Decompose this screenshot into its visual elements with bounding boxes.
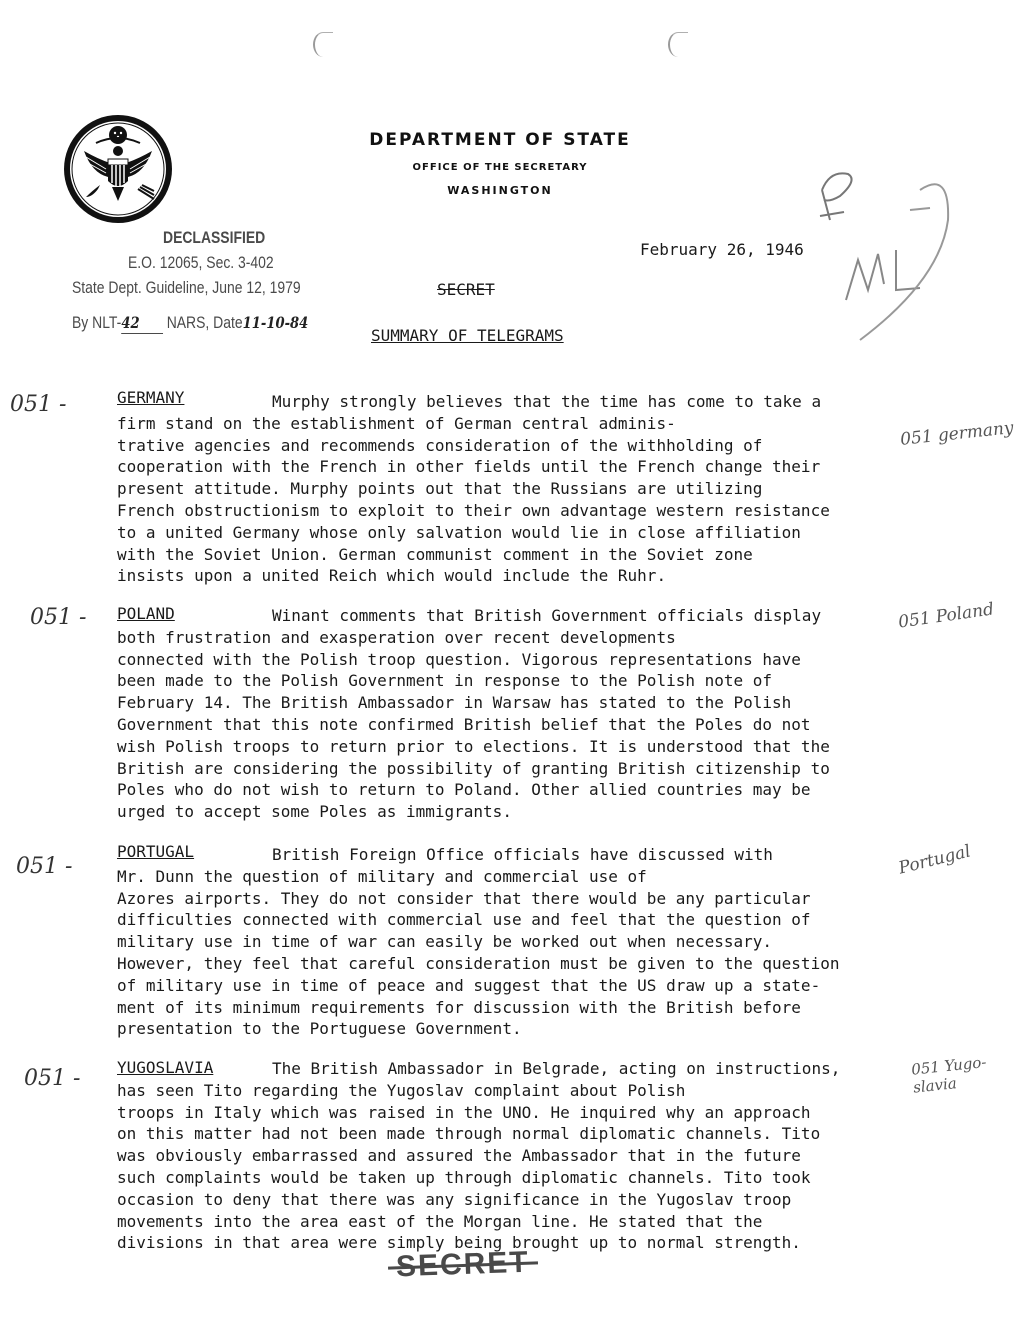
nars-prefix: NARS, Date bbox=[166, 313, 243, 332]
declassified-status: DECLASSIFIED bbox=[163, 228, 266, 247]
section-body-yugoslavia: The British Ambassador in Belgrade, acting on instructions, has seen Tito regarding the Yugoslav complaint about Polish troops in Italy which was raised in the UNO. He inquired why an approach on this matter had not been made through normal diplomatic channels. Tito was obviously embarrassed and assured the Ambassador that in the future such complaints would be taken up through diplomatic channels. Tito took occasion to deny that there was any significance in the Yugoslav troop movements into the area east of the Morgan line. He stated that the divisions in that area were simply being brought up to normal strength. bbox=[117, 1059, 841, 1253]
margin-note-poland: 051 Poland bbox=[897, 599, 996, 633]
declassified-guideline: State Dept. Guideline, June 12, 1979 bbox=[72, 278, 301, 297]
margin-note-yugoslavia: 051 Yugo-slavia bbox=[910, 1052, 988, 1097]
letterhead-department: DEPARTMENT OF STATE bbox=[369, 130, 631, 150]
punch-hole-mark-left bbox=[313, 32, 333, 57]
margin-code-yugoslavia: 051 - bbox=[24, 1066, 81, 1091]
letterhead-city: WASHINGTON bbox=[447, 184, 553, 197]
section-body-poland: Winant comments that British Government officials display both frustration and exasperation over recent developments connected with the Polish troop question. Vigorous representations have been made to the Polish Government in response to the Polish note of February 14. The British Ambassador in Warsaw has stated to the Polish Government that this note confirmed British belief that the Poles do not wish Polish troops to return prior to elections. It is understood that the British are considering the possibility of granting British citizenship to Poles who do not wish to return to Poland. Other allied countries may be urged to accept some Poles as immigrants. bbox=[117, 606, 830, 822]
section-heading-yugoslavia: YUGOSLAVIA bbox=[117, 1058, 214, 1077]
section-heading-germany: GERMANY bbox=[117, 388, 185, 407]
classification-mark: SECRET bbox=[437, 280, 495, 299]
punch-hole-mark-right bbox=[668, 32, 688, 57]
document-title: SUMMARY OF TELEGRAMS bbox=[371, 326, 564, 345]
authority-prefix: By NLT- bbox=[72, 313, 122, 332]
margin-code-portugal: 051 - bbox=[16, 854, 73, 879]
margin-code-poland: 051 - bbox=[30, 605, 87, 630]
authority-number: 42 bbox=[121, 313, 140, 332]
section-body-germany: Murphy strongly believes that the time has come to take a firm stand on the establishment of German central adminis- trative agencies and recommends consideration of the withholding of cooperation with the French in other fields until the French change their present attitude. Murphy points out that the Russians are utilizing French obstructionism to exploit to their own advantage western resistance to a united Germany whose only salvation would lie in close affiliation with the Soviet Union. German communist comment in the Soviet zone insists upon a united Reich which would include the Ruhr. bbox=[117, 392, 830, 586]
section-body-portugal: British Foreign Office officials have discussed with Mr. Dunn the question of military and commercial use of Azores airports. They do not consider that there would be any particular difficulties connected with commercial use and feel that the question of military use in time of war can easily be worked out when necessary. However, they feel that careful consideration must be given to the question of military use in time of peace and suggest that the US draw up a state- ment of its minimum requirements for discussion with the British before presentation to the Portuguese Government. bbox=[117, 845, 840, 1039]
letterhead-office: OFFICE OF THE SECRETARY bbox=[412, 162, 588, 173]
pencil-scribble-annotation bbox=[800, 150, 980, 350]
declassified-authority-line bbox=[72, 313, 308, 334]
margin-note-germany: 051 germany bbox=[899, 418, 1015, 450]
margin-note-portugal: Portugal bbox=[896, 841, 973, 879]
section-heading-portugal: PORTUGAL bbox=[117, 842, 195, 861]
declassified-order: E.O. 12065, Sec. 3-402 bbox=[128, 253, 274, 272]
secret-footer-stamp: SECRET bbox=[395, 1245, 531, 1284]
nars-date: 11-10-84 bbox=[242, 313, 309, 332]
section-heading-poland: POLAND bbox=[117, 604, 175, 623]
authority-number-fill bbox=[121, 313, 162, 334]
margin-code-germany: 051 - bbox=[10, 392, 67, 417]
document-date: February 26, 1946 bbox=[640, 240, 804, 259]
great-seal-emblem bbox=[62, 113, 174, 225]
